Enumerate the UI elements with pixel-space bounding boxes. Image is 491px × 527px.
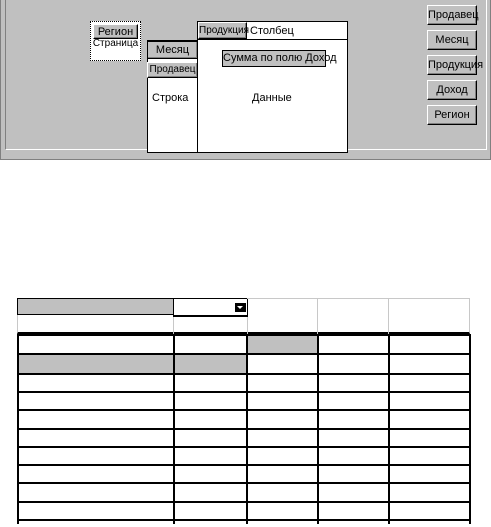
grid-line <box>247 317 248 334</box>
grid-line <box>317 315 318 334</box>
grid-line <box>317 334 319 524</box>
grid-line <box>17 353 470 355</box>
page-field-cell[interactable] <box>17 298 174 315</box>
column-field-button[interactable]: Продукция <box>198 22 247 39</box>
field-button-seller[interactable]: Продавец <box>427 5 477 25</box>
grid-cell <box>317 298 389 315</box>
grid-line <box>173 334 175 524</box>
grid-line <box>388 334 390 524</box>
grid-line <box>17 334 470 336</box>
chevron-down-icon <box>237 306 243 309</box>
column-area-label: Столбец <box>250 25 294 37</box>
grid-line <box>17 373 470 375</box>
grid-line <box>17 519 470 521</box>
grid-line <box>173 317 174 334</box>
grid-line <box>17 409 470 411</box>
grid-cell <box>388 298 470 315</box>
column-field-cell[interactable] <box>246 334 318 353</box>
grid-line <box>17 428 470 430</box>
page-area-label: Страница <box>92 38 139 49</box>
grid-line <box>17 391 470 393</box>
page-field-button[interactable]: Регион <box>93 24 138 39</box>
field-button-month[interactable]: Месяц <box>427 30 477 50</box>
blank-row <box>17 315 470 334</box>
pivot-layout-panel <box>0 0 491 160</box>
field-button-income[interactable]: Доход <box>427 80 477 100</box>
page-area[interactable] <box>90 21 141 61</box>
grid-line <box>17 482 470 484</box>
field-button-region[interactable]: Регион <box>427 105 477 125</box>
row-field-button-seller[interactable]: Продавец <box>147 62 198 78</box>
grid-line <box>388 315 389 334</box>
row-area-label: Строка <box>152 92 189 104</box>
grid-line <box>246 334 248 524</box>
row-field-cell[interactable] <box>17 354 246 373</box>
grid-cell <box>247 298 318 315</box>
data-field-button[interactable]: Сумма по полю Доход <box>222 50 326 67</box>
row-field-button-month[interactable]: Месяц <box>147 41 198 59</box>
field-button-product[interactable]: Продукция <box>427 55 477 75</box>
row-area[interactable] <box>147 40 198 153</box>
grid-line <box>17 464 470 466</box>
grid-line <box>17 334 19 524</box>
grid-line <box>469 334 471 524</box>
column-area[interactable] <box>197 21 348 40</box>
grid-line <box>17 501 470 503</box>
data-area-label: Данные <box>252 92 292 104</box>
data-area[interactable] <box>197 39 348 153</box>
grid-line <box>17 446 470 448</box>
